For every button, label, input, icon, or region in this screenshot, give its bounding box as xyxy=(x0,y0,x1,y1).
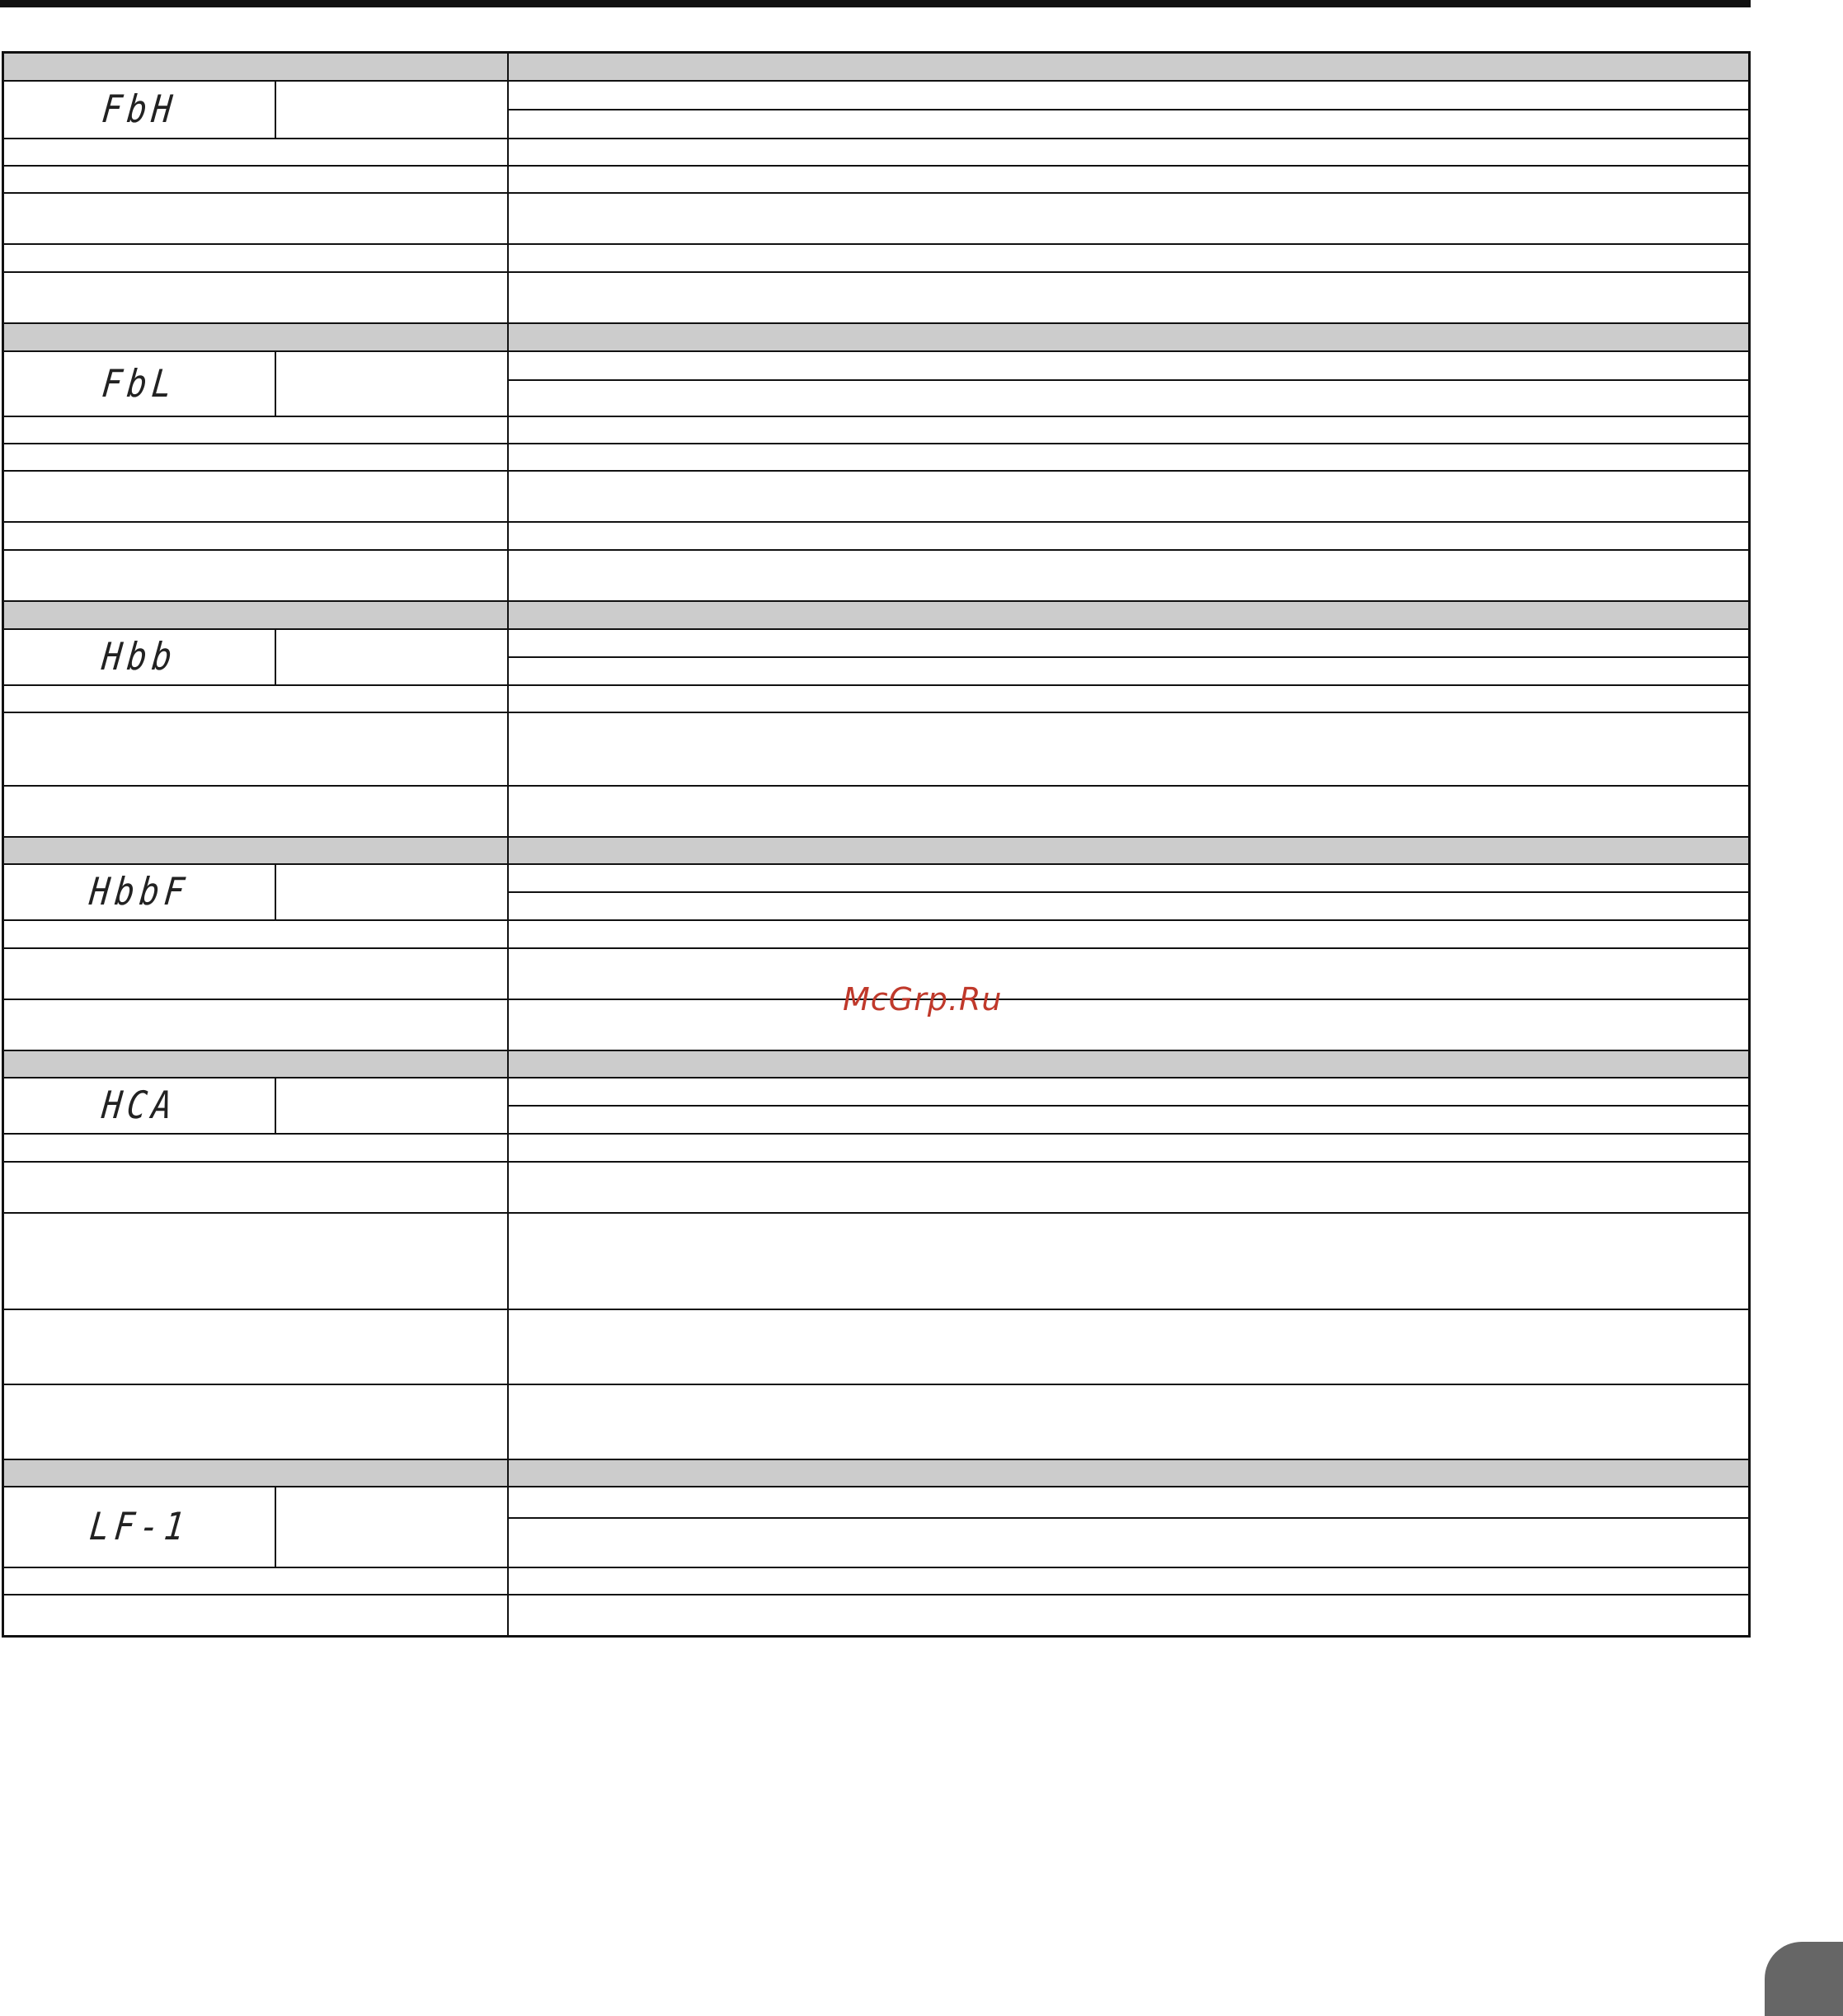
page-number-tab xyxy=(1765,1942,1843,2016)
cause-row xyxy=(4,921,1748,949)
fault-code-display: FbL xyxy=(100,362,179,406)
fault-code-display: FbH xyxy=(100,87,179,132)
cause-row xyxy=(4,551,1748,602)
cause-row xyxy=(4,1214,1748,1310)
fault-code-cell xyxy=(4,865,275,919)
cause-row xyxy=(4,686,1748,713)
fault-header-row xyxy=(4,838,1748,865)
fault-code-row xyxy=(4,1078,1748,1135)
cause-row xyxy=(4,787,1748,838)
fault-code-row xyxy=(4,352,1748,417)
fault-header-row xyxy=(4,602,1748,630)
fault-header-row xyxy=(4,324,1748,352)
fault-code-display: HbbF xyxy=(87,870,191,914)
fault-code-cell xyxy=(4,352,275,416)
fault-code-display: Hbb xyxy=(100,635,179,679)
cause-row xyxy=(4,472,1748,523)
cause-row xyxy=(4,273,1748,324)
fault-code-display: LF-1 xyxy=(87,1505,191,1549)
cause-row xyxy=(4,1135,1748,1163)
cause-row xyxy=(4,139,1748,167)
fault-code-row xyxy=(4,1487,1748,1568)
fault-code-cell xyxy=(4,1487,275,1567)
cause-row xyxy=(4,444,1748,472)
fault-header-row xyxy=(4,1460,1748,1487)
cause-row xyxy=(4,245,1748,273)
fault-code-cell xyxy=(4,82,275,138)
cause-row xyxy=(4,167,1748,194)
cause-row xyxy=(4,713,1748,787)
top-rule xyxy=(0,0,1751,7)
cause-row xyxy=(4,523,1748,551)
fault-code-cell xyxy=(4,1078,275,1133)
cause-row xyxy=(4,417,1748,444)
cause-row xyxy=(4,1385,1748,1460)
cause-row xyxy=(4,1310,1748,1385)
cause-row xyxy=(4,1595,1748,1635)
fault-code-display: HCA xyxy=(100,1083,179,1128)
fault-code-row xyxy=(4,630,1748,686)
fault-table xyxy=(2,51,1751,1638)
fault-code-row xyxy=(4,82,1748,139)
fault-code-row xyxy=(4,865,1748,921)
cause-row xyxy=(4,1568,1748,1595)
watermark: McGrp.Ru xyxy=(843,981,1003,1017)
fault-header-row xyxy=(4,1051,1748,1078)
cause-row xyxy=(4,1163,1748,1214)
fault-code-cell xyxy=(4,630,275,684)
fault-header-row xyxy=(4,54,1748,82)
cause-row xyxy=(4,194,1748,245)
